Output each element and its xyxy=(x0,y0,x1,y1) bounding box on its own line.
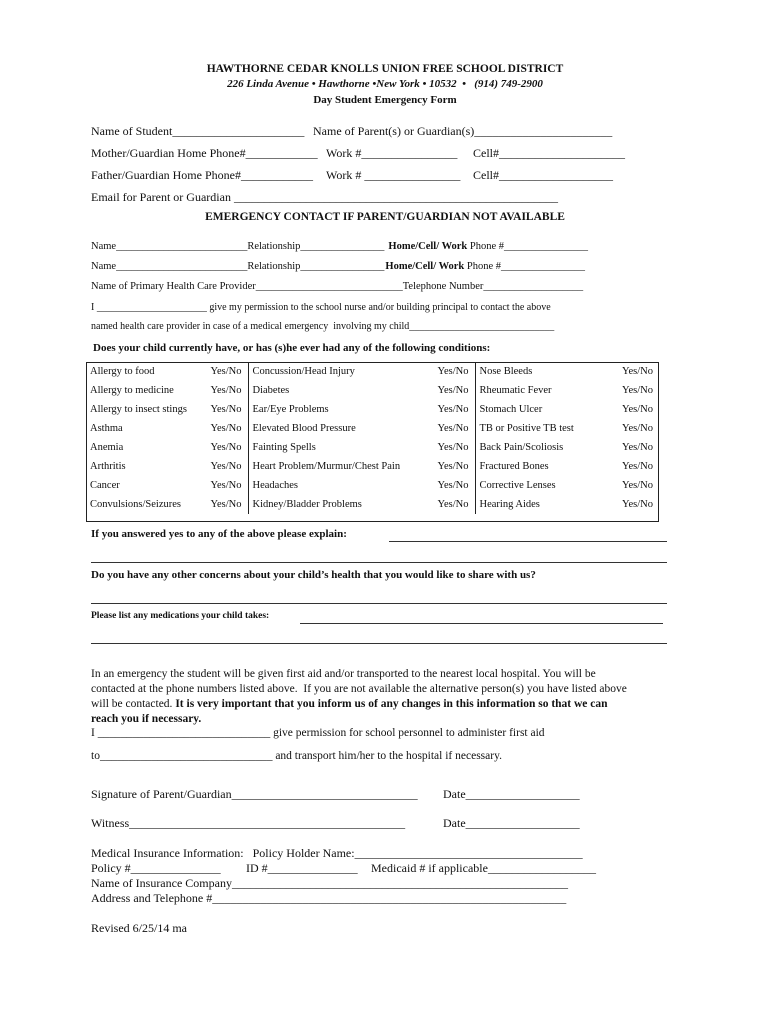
insurance-company-field[interactable]: Name of Insurance Company________________________________________________________ xyxy=(91,876,568,890)
condition-yes-no[interactable]: Yes/No xyxy=(621,461,653,472)
policy-number-field[interactable]: Policy #_______________ xyxy=(91,861,221,875)
condition-name: Arthritis xyxy=(90,461,126,472)
nurse-permission-line-1[interactable]: I ______________________ give my permission to the school nurse and/or building principal to contact the above xyxy=(91,302,551,313)
condition-name: Anemia xyxy=(90,442,124,453)
father-work-phone-field[interactable]: Work # ________________ xyxy=(326,168,461,182)
condition-name: Kidney/Bladder Problems xyxy=(248,495,422,514)
condition-yes-no[interactable]: Yes/No xyxy=(210,385,242,396)
condition-yes-no[interactable]: Yes/No xyxy=(437,480,469,491)
condition-yes-no[interactable]: Yes/No xyxy=(210,423,242,434)
condition-name: Allergy to food xyxy=(90,366,155,377)
medications-line-1[interactable] xyxy=(300,623,663,624)
contact-1-name-field[interactable]: Name_________________________Relationship________________ xyxy=(91,241,385,252)
concerns-line[interactable] xyxy=(91,603,667,604)
explain-label: If you answered yes to any of the above please explain: xyxy=(91,528,347,540)
condition-row xyxy=(86,362,659,381)
consent-line-2: contacted at the phone numbers listed above. If you are not available the alternative person(s) you have listed above xyxy=(91,683,627,695)
contact-2-phone-field[interactable]: Phone #________________ xyxy=(466,261,585,272)
parent-email-field[interactable]: Email for Parent or Guardian ______________________________________________________ xyxy=(91,190,558,204)
condition-yes-no[interactable]: Yes/No xyxy=(437,442,469,453)
condition-name: Cancer xyxy=(90,480,120,491)
condition-name: Back Pain/Scoliosis xyxy=(475,438,608,457)
condition-name: Corrective Lenses xyxy=(475,476,608,495)
consent-line-3-plain: will be contacted. xyxy=(91,698,176,710)
concerns-label: Do you have any other concerns about your child’s health that you would like to share with us? xyxy=(91,569,536,581)
consent-important-note: It is very important that you inform us of any changes in this information so that we can xyxy=(175,698,608,710)
mother-cell-field[interactable]: Cell#_____________________ xyxy=(473,146,625,160)
condition-row xyxy=(86,400,659,419)
condition-yes-no[interactable]: Yes/No xyxy=(621,499,653,510)
consent-line-1: In an emergency the student will be given first aid and/or transported to the nearest local hospital. You will be xyxy=(91,668,596,680)
emergency-contact-heading: EMERGENCY CONTACT IF PARENT/GUARDIAN NOT AVAILABLE xyxy=(205,211,565,223)
condition-yes-no[interactable]: Yes/No xyxy=(210,480,242,491)
district-address: 226 Linda Avenue • Hawthorne •New York • 10532 • (914) 749-2900 xyxy=(227,78,543,90)
condition-yes-no[interactable]: Yes/No xyxy=(437,366,469,377)
condition-yes-no[interactable]: Yes/No xyxy=(621,366,653,377)
parent-signature-date-field[interactable]: Date___________________ xyxy=(443,787,580,801)
contact-2-name-field[interactable]: Name_________________________Relationship________________ xyxy=(91,261,385,272)
condition-row xyxy=(86,381,659,400)
insurance-id-field[interactable]: ID #_______________ xyxy=(246,861,358,875)
nurse-permission-line-2[interactable]: named health care provider in case of a medical emergency involving my child_____________________________ xyxy=(91,321,555,332)
condition-yes-no[interactable]: Yes/No xyxy=(621,480,653,491)
condition-row xyxy=(86,495,659,514)
parent-signature-field[interactable]: Signature of Parent/Guardian_______________________________ xyxy=(91,787,418,801)
condition-yes-no[interactable]: Yes/No xyxy=(210,404,242,415)
condition-row xyxy=(86,457,659,476)
condition-yes-no[interactable]: Yes/No xyxy=(437,461,469,472)
condition-name: Headaches xyxy=(248,476,422,495)
form-title: Day Student Emergency Form xyxy=(313,94,457,106)
consent-line-4: reach you if necessary. xyxy=(91,713,202,725)
revision-note: Revised 6/25/14 ma xyxy=(91,921,187,935)
condition-yes-no[interactable]: Yes/No xyxy=(621,404,653,415)
condition-yes-no[interactable]: Yes/No xyxy=(437,385,469,396)
contact-1-phone-type: Home/Cell/ Work xyxy=(388,241,468,252)
medicaid-number-field[interactable]: Medicaid # if applicable__________________ xyxy=(371,861,596,875)
medications-line-2[interactable] xyxy=(91,643,667,644)
contact-1-phone-field[interactable]: Phone #________________ xyxy=(469,241,588,252)
condition-name: Hearing Aides xyxy=(475,495,608,514)
condition-name: Fainting Spells xyxy=(248,438,422,457)
condition-name: Asthma xyxy=(90,423,123,434)
hospital-transport-field[interactable]: to______________________________ and transport him/her to the hospital if necessary. xyxy=(91,750,502,762)
father-home-phone-field[interactable]: Father/Guardian Home Phone#____________ xyxy=(91,168,313,182)
condition-row xyxy=(86,476,659,495)
condition-row xyxy=(86,438,659,457)
condition-name: Ear/Eye Problems xyxy=(248,400,422,419)
emergency-contact-2[interactable] xyxy=(91,262,585,273)
condition-name: Nose Bleeds xyxy=(475,362,608,381)
conditions-table xyxy=(86,362,659,514)
condition-name: Concussion/Head Injury xyxy=(248,362,422,381)
condition-name: Stomach Ulcer xyxy=(475,400,608,419)
condition-name: Rheumatic Fever xyxy=(475,381,608,400)
condition-yes-no[interactable]: Yes/No xyxy=(210,461,242,472)
condition-yes-no[interactable]: Yes/No xyxy=(437,404,469,415)
emergency-contact-1[interactable] xyxy=(91,242,588,253)
consent-line-3 xyxy=(91,699,608,711)
condition-name: Heart Problem/Murmur/Chest Pain xyxy=(248,457,422,476)
condition-name: Diabetes xyxy=(248,381,422,400)
condition-yes-no[interactable]: Yes/No xyxy=(210,499,242,510)
explain-line-2[interactable] xyxy=(91,562,667,563)
witness-date-field[interactable]: Date___________________ xyxy=(443,816,580,830)
insurance-address-field[interactable]: Address and Telephone #___________________________________________________________ xyxy=(91,891,567,905)
student-name-field[interactable]: Name of Student______________________ xyxy=(91,124,305,138)
first-aid-permission-field[interactable]: I ______________________________ give permission for school personnel to administer first aid xyxy=(91,727,545,739)
mother-work-phone-field[interactable]: Work #________________ xyxy=(326,146,458,160)
condition-name: Convulsions/Seizures xyxy=(90,499,181,510)
condition-yes-no[interactable]: Yes/No xyxy=(621,442,653,453)
condition-yes-no[interactable]: Yes/No xyxy=(621,423,653,434)
condition-row xyxy=(86,419,659,438)
mother-home-phone-field[interactable]: Mother/Guardian Home Phone#____________ xyxy=(91,146,318,160)
primary-care-provider-field[interactable]: Name of Primary Health Care Provider____________________________Telephone Number___________________ xyxy=(91,281,584,292)
parent-name-field[interactable]: Name of Parent(s) or Guardian(s)_______________________ xyxy=(313,124,613,138)
condition-yes-no[interactable]: Yes/No xyxy=(621,385,653,396)
condition-yes-no[interactable]: Yes/No xyxy=(210,366,242,377)
policy-holder-name-field[interactable]: Medical Insurance Information: Policy Holder Name:______________________________________ xyxy=(91,846,583,860)
district-name: HAWTHORNE CEDAR KNOLLS UNION FREE SCHOOL DISTRICT xyxy=(206,63,564,75)
medications-label: Please list any medications your child takes: xyxy=(91,611,270,621)
condition-name: TB or Positive TB test xyxy=(475,419,608,438)
condition-name: Fractured Bones xyxy=(475,457,608,476)
witness-signature-field[interactable]: Witness______________________________________________ xyxy=(91,816,406,830)
explain-line-1[interactable] xyxy=(389,541,667,542)
condition-name: Allergy to insect stings xyxy=(90,404,187,415)
condition-yes-no[interactable]: Yes/No xyxy=(210,442,242,453)
conditions-question: Does your child currently have, or has (s)he ever had any of the following conditions: xyxy=(93,342,491,354)
condition-yes-no[interactable]: Yes/No xyxy=(437,423,469,434)
father-cell-field[interactable]: Cell#___________________ xyxy=(473,168,613,182)
condition-name: Elevated Blood Pressure xyxy=(248,419,422,438)
condition-name: Allergy to medicine xyxy=(90,385,174,396)
condition-yes-no[interactable]: Yes/No xyxy=(437,499,469,510)
contact-2-phone-type: Home/Cell/ Work xyxy=(385,261,465,272)
